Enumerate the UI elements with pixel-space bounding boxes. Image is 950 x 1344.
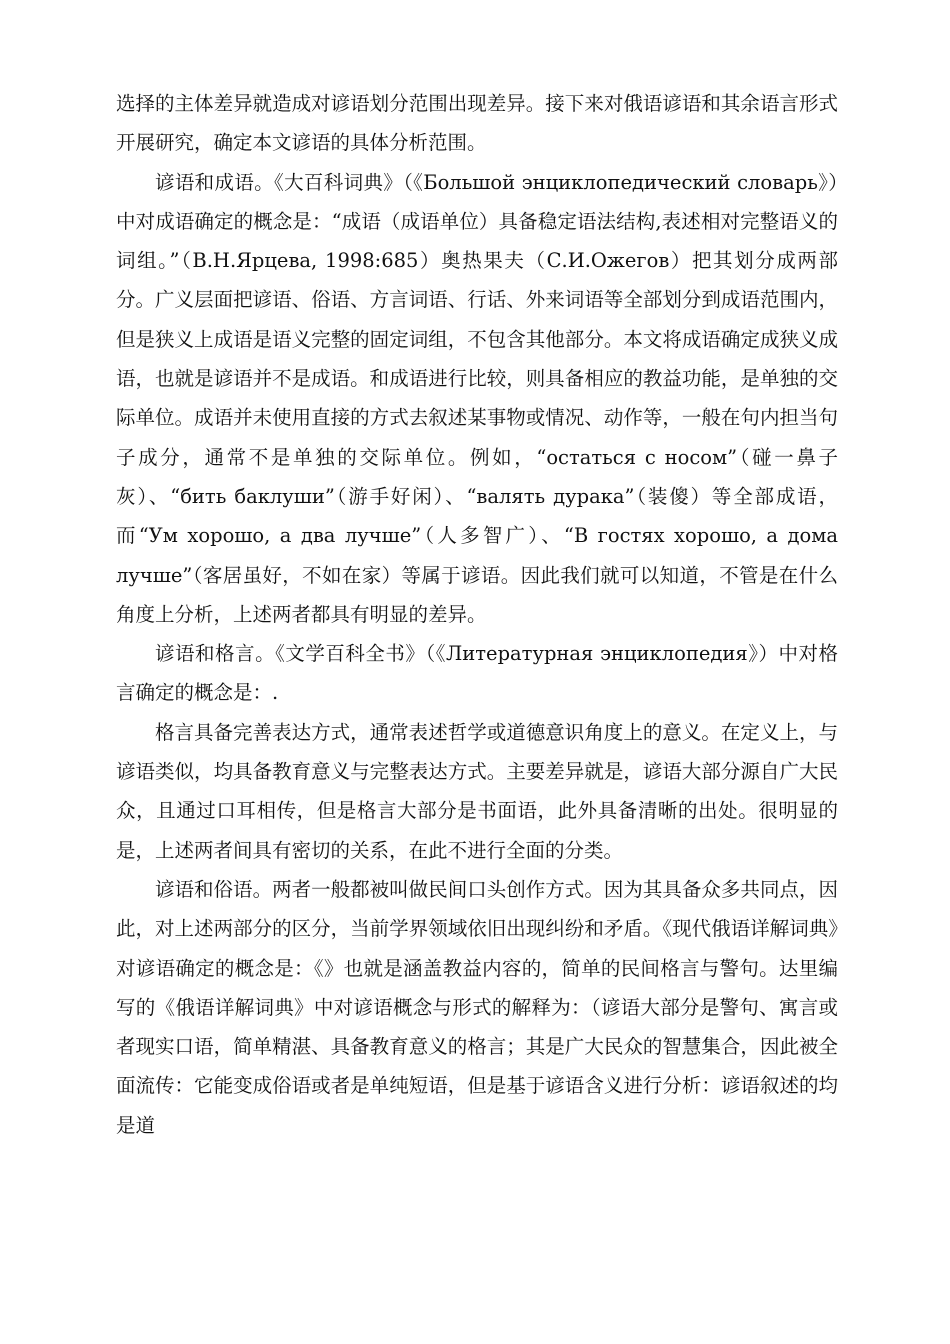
paragraph-proverbs-and-aphorisms: 谚语和格言。《文学百科全书》（《Литературная энциклопедия》）中对格言确定的概念是：. xyxy=(116,642,838,705)
paragraph-aphorism-definition: 格言具备完善表达方式，通常表述哲学或道德意识角度上的意义。在定义上，与谚语类似，均具备教育意义与完整表达方式。主要差异就是，谚语大部分源自广大民众，且通过口耳相传，但是格言大部分是书面语，此外具备清晰的出处。很明显的是，上述两者间具有密切的关系，在此不进行全面的分类。 xyxy=(116,720,838,862)
paragraph-continuation: 选择的主体差异就造成对谚语划分范围出现差异。接下来对俄语谚语和其余语言形式开展研究，确定本文谚语的具体分析范围。 xyxy=(116,92,838,155)
paragraph-proverbs-and-idioms: 谚语和成语。《大百科词典》（《Большой энциклопедический словарь》）中对成语确定的概念是：“成语（成语单位）具备稳定语法结构,表述相对完整语义的词组。”（В.Н.Ярцева, 1998:685）奥热果夫（С.И.Ожегов）把其划分成两部分。广义层面把谚语、俗语、方言词语、行话、外来词语等全部划分到成语范围内，但是狭义上成语是语义完整的固定词组，不包含其他部分。本文将成语确定成狭义成语，也就是谚语并不是成语。和成语进行比较，则具备相应的教益功能，是单独的交际单位。成语并未使用直接的方式去叙述某事物或情况、动作等，一般在句内担当句子成分，通常不是单独的交际单位。例如，“остаться с носом”（碰一鼻子灰）、“бить баклуши”（游手好闲）、“валять дурака”（装傻）等全部成语，而“Ум хорошо, а два лучше”（人多智广）、“В гостях хорошо, а дома лучше”（客居虽好，不如在家）等属于谚语。因此我们就可以知道，不管是在什么角度上分析，上述两者都具有明显的差异。 xyxy=(116,170,838,626)
document-body xyxy=(116,84,838,1145)
paragraph-proverbs-and-sayings: 谚语和俗语。两者一般都被叫做民间口头创作方式。因为其具备众多共同点，因此，对上述两部分的区分，当前学界领域依旧出现纠纷和矛盾。《现代俄语详解词典》对谚语确定的概念是：《》也就是涵盖教益内容的，简单的民间格言与警句。达里编写的《俄语详解词典》中对谚语概念与形式的解释为：（谚语大部分是警句、寓言或者现实口语，简单精湛、具备教育意义的格言；其是广大民众的智慧集合，因此被全面流传：它能变成俗语或者是单纯短语，但是基于谚语含义进行分析：谚语叙述的均是道 xyxy=(116,877,838,1137)
